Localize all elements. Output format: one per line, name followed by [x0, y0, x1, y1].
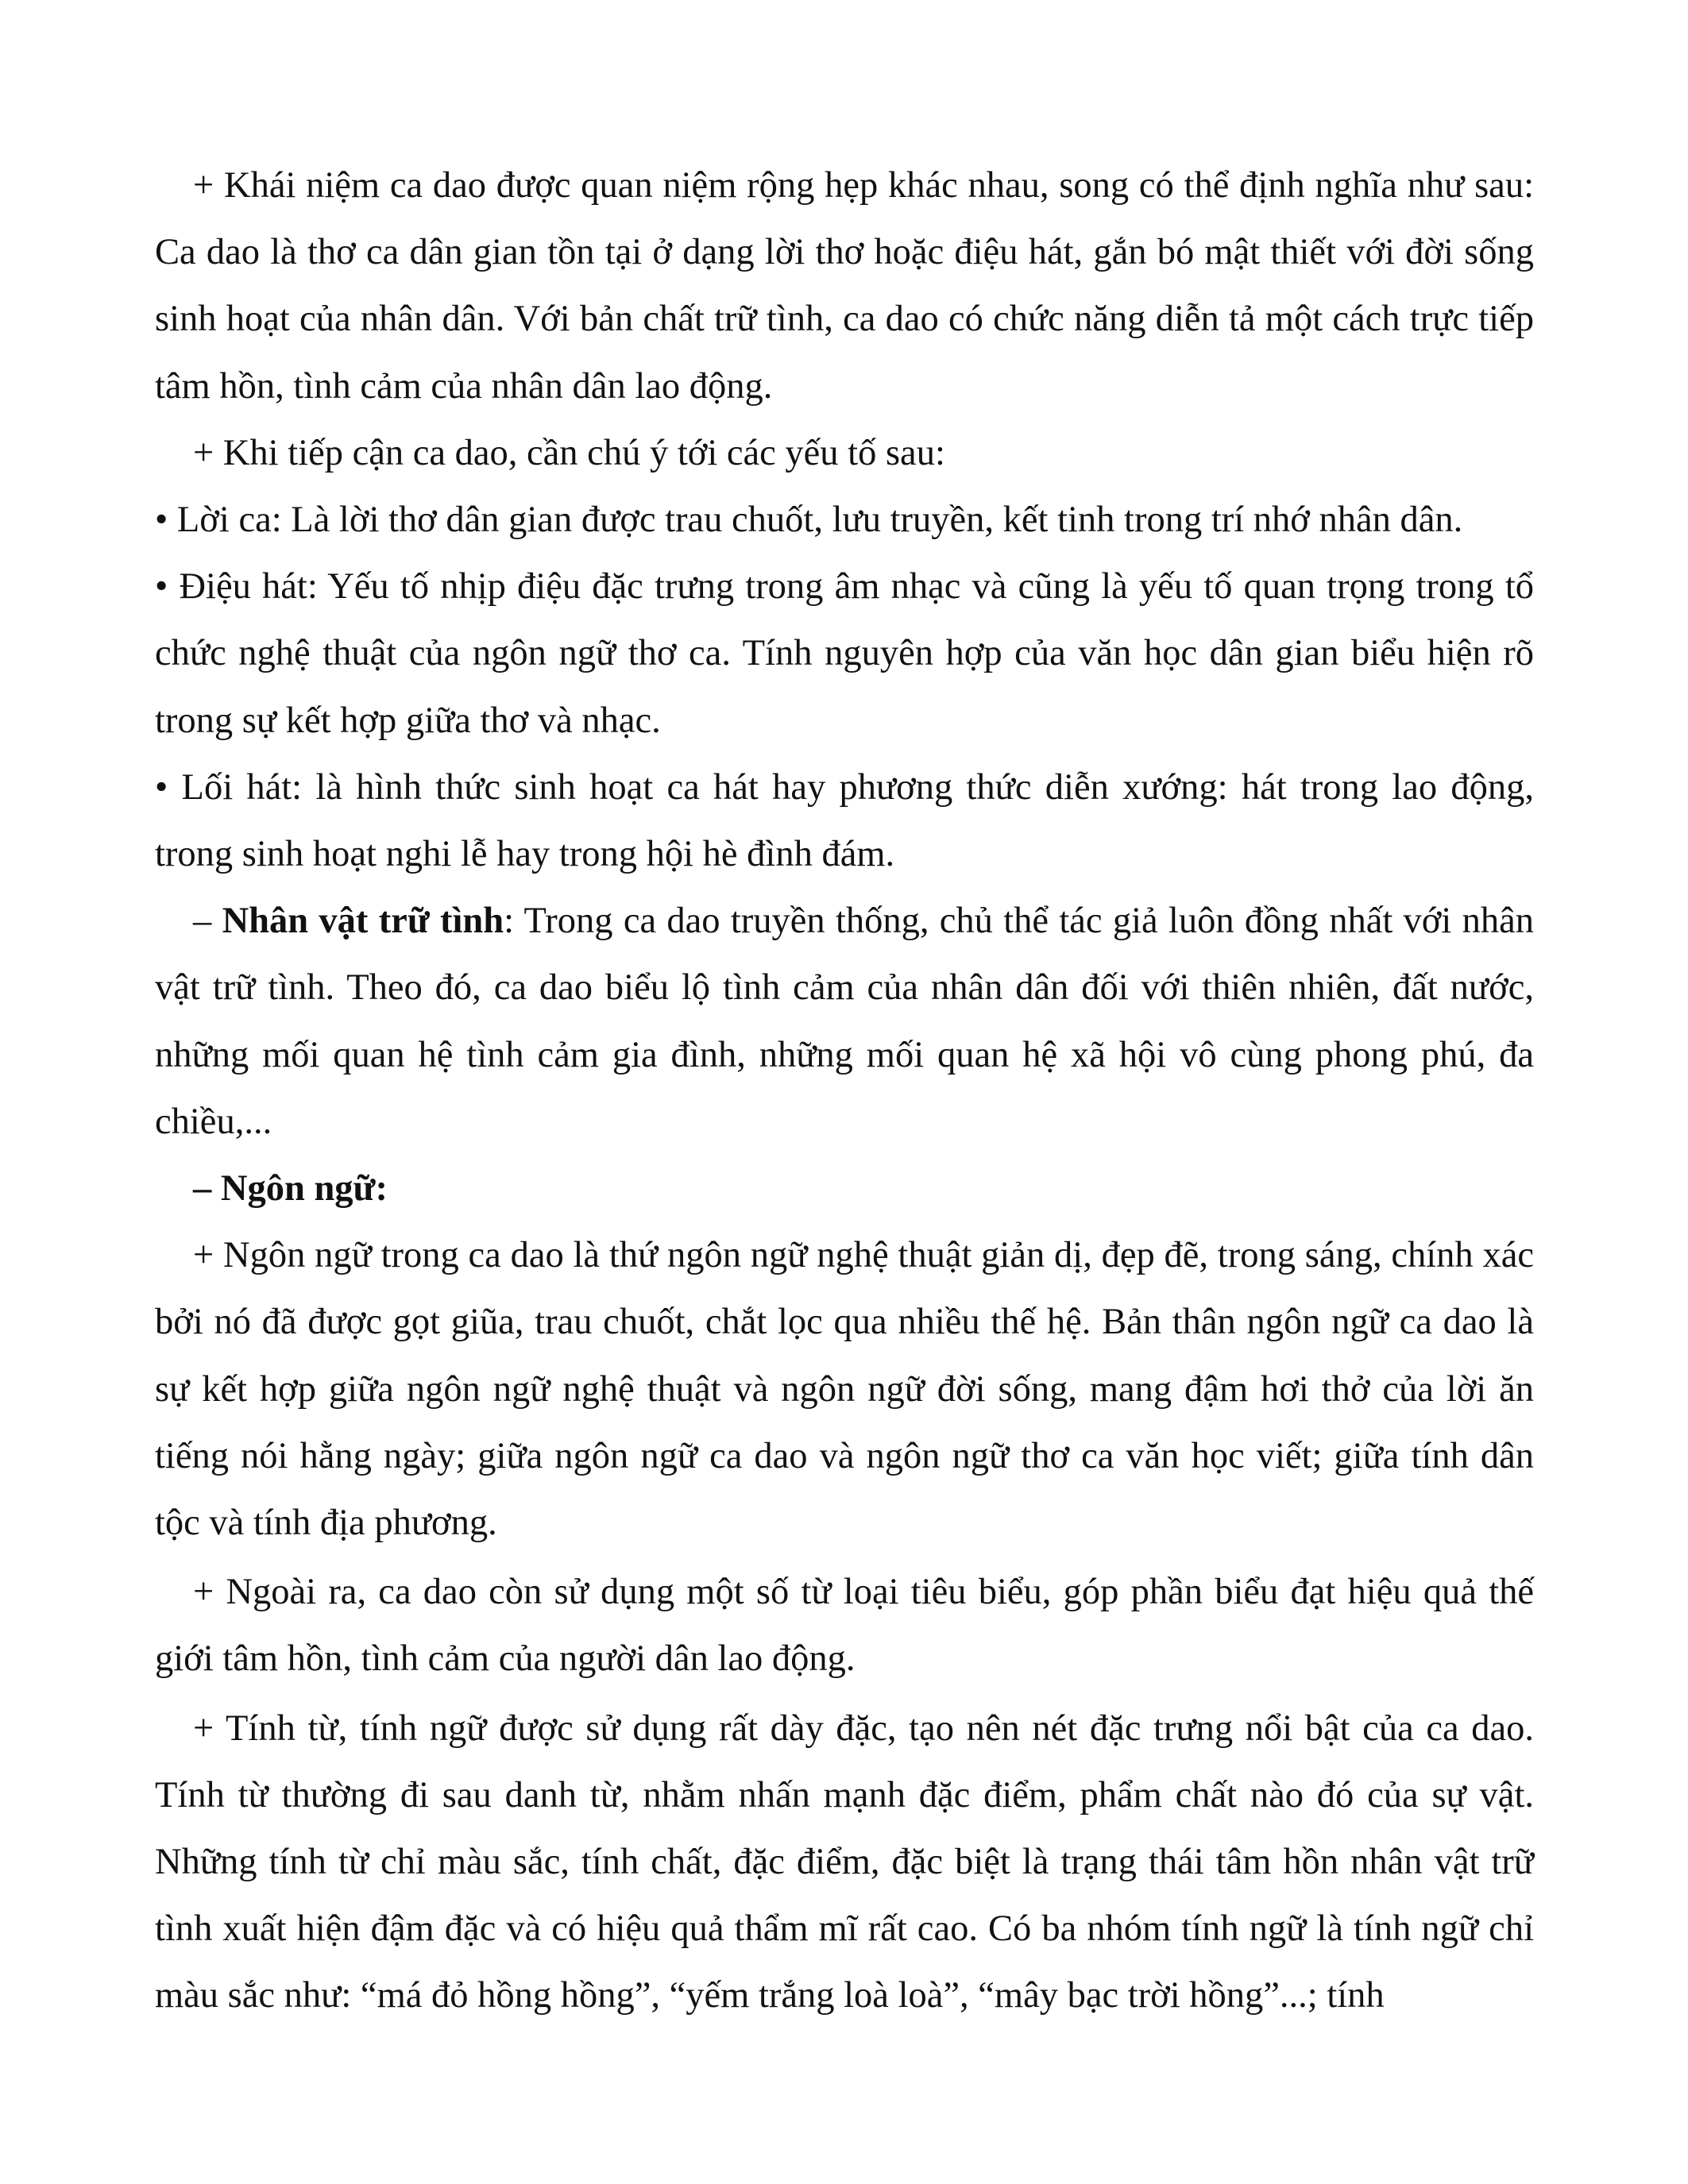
lyrical-character-body: : Trong ca dao truyền thống, chủ thể tác giả luôn đồng nhất với nhân vật trữ tình. Theo đó, ca dao biểu lộ tình cảm của nhân dân đối với thiên nhiên, đất nước, những mối quan hệ tình cảm gia đình, những mối quan hệ xã hội vô cùng phong phú, đa chiều,... — [155, 901, 1535, 1142]
heading-language — [155, 1156, 1534, 1222]
paragraph-definition: + Khái niệm ca dao được quan niệm rộng hẹp khác nhau, song có thể định nghĩa như sau: Ca dao là thơ ca dân gian tồn tại ở dạng lời thơ hoặc điệu hát, gắn bó mật thiết với đời sống sinh hoạt của nhân dân. Với bản chất trữ tình, ca dao có chức năng diễn tả một cách trực tiếp tâm hồn, tình cảm của nhân dân lao động. — [155, 165, 1534, 407]
paragraph-approach: + Khi tiếp cận ca dao, cần chú ý tới các yếu tố sau: — [193, 432, 945, 473]
bullet-loi-ca: • Lời ca: Là lời thơ dân gian được trau chuốt, lưu truyền, kết tinh trong trí nhớ nhân dân. — [155, 500, 1463, 541]
document-page — [155, 152, 1534, 2030]
heading-lyrical-character: Nhân vật trữ tình — [222, 901, 504, 942]
bullet-loi-hat: • Lối hát: là hình thức sinh hoạt ca hát hay phương thức diễn xướng: hát trong lao động, trong sinh hoạt nghi lễ hay trong hội hè đình đám. — [155, 766, 1534, 875]
paragraph-adjectives: + Tính từ, tính ngữ được sử dụng rất dày đặc, tạo nên nét đặc trưng nổi bật của ca dao. Tính từ thường đi sau danh từ, nhằm nhấn mạnh đặc điểm, phẩm chất nào đó của sự vật. Những tính từ chỉ màu sắc, tính chất, đặc điểm, đặc biệt là trạng thái tâm hồn nhân vật trữ tình xuất hiện đậm đặc và có hiệu quả thẩm mĩ rất cao. Có ba nhóm tính ngữ là tính ngữ chỉ màu sắc như: “má đỏ hồng hồng”, “yếm trắng loà loà”, “mây bạc trời hồng”...; tính — [155, 1707, 1534, 2016]
paragraph-word-types: + Ngoài ra, ca dao còn sử dụng một số từ loại tiêu biểu, góp phần biểu đạt hiệu quả thế giới tâm hồn, tình cảm của người dân lao động. — [155, 1572, 1534, 1680]
paragraph-lyrical-character — [155, 888, 1534, 1156]
paragraph-language: + Ngôn ngữ trong ca dao là thứ ngôn ngữ nghệ thuật giản dị, đẹp đẽ, trong sáng, chính xác bởi nó đã được gọt giũa, trau chuốt, chắt lọc qua nhiều thế hệ. Bản thân ngôn ngữ ca dao là sự kết hợp giữa ngôn ngữ nghệ thuật và ngôn ngữ đời sống, mang đậm hơi thở của lời ăn tiếng nói hằng ngày; giữa ngôn ngữ ca dao và ngôn ngữ thơ ca văn học viết; giữa tính dân tộc và tính địa phương. — [155, 1235, 1534, 1544]
bullet-dieu-hat: • Điệu hát: Yếu tố nhịp điệu đặc trưng trong âm nhạc và cũng là yếu tố quan trọng trong tổ chức nghệ thuật của ngôn ngữ thơ ca. Tính nguyên hợp của văn học dân gian biểu hiện rõ trong sự kết hợp giữa thơ và nhạc. — [155, 566, 1534, 741]
dash-marker: – — [193, 901, 222, 942]
heading-language-label: – Ngôn ngữ: — [193, 1168, 388, 1210]
